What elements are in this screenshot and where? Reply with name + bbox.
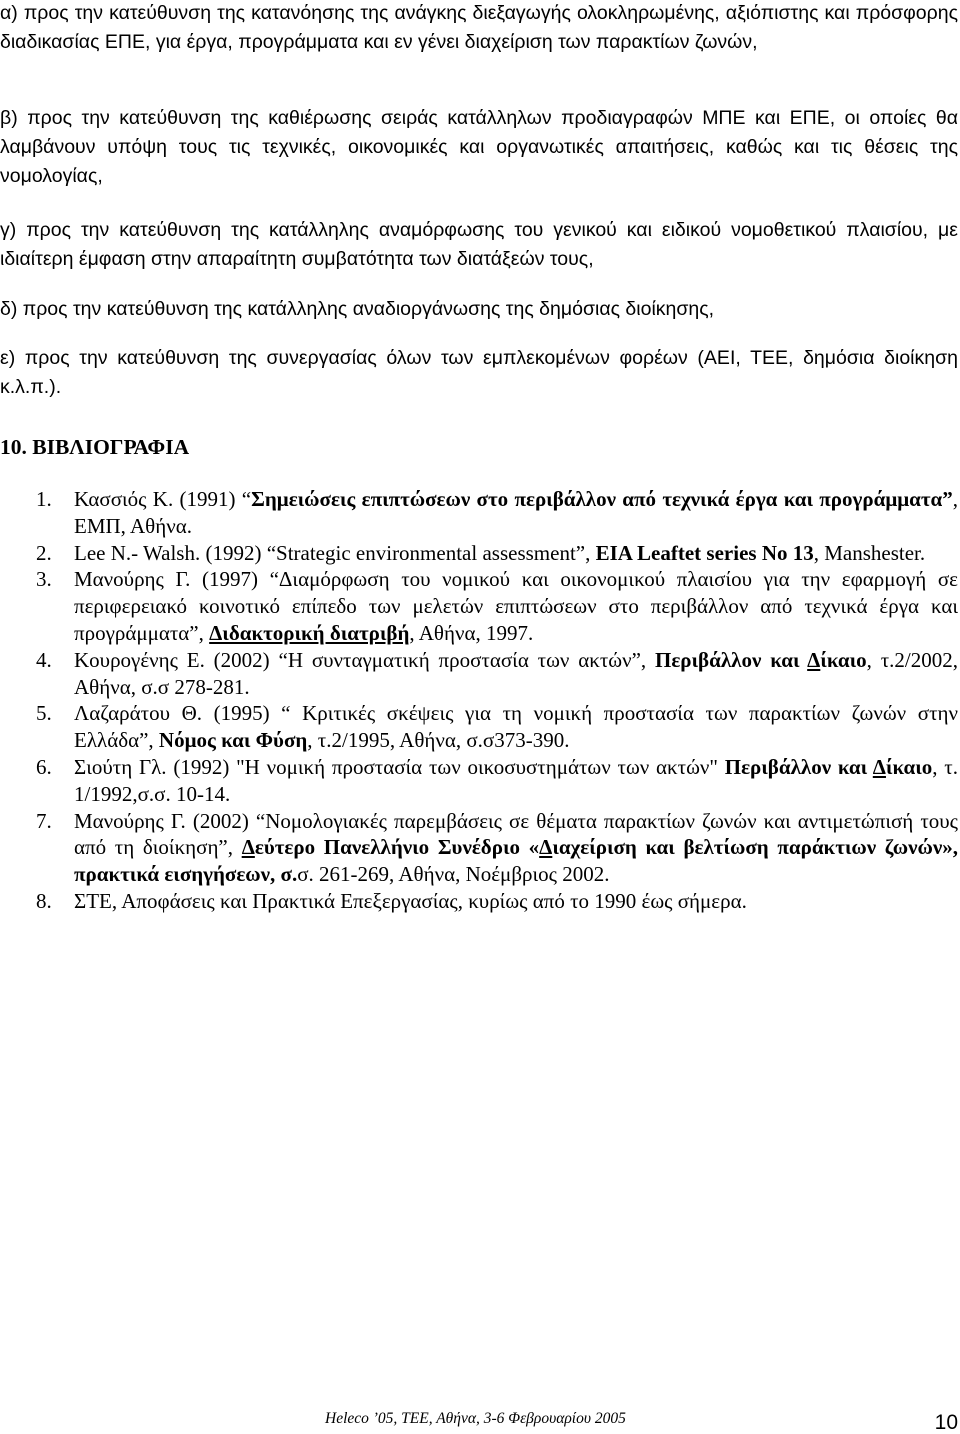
reference-title: Δ xyxy=(539,835,553,860)
section-heading: 10. ΒΙΒΛΙΟΓΡΑΦΙΑ xyxy=(0,435,190,459)
reference-text: Σιούτη Γλ. (1992) "Η νομική προστασία των οικοσυστημάτων των ακτών" xyxy=(74,754,725,779)
reference-text: Κουρογένης Ε. (2002) “Η συνταγματική προστασία των ακτών”, xyxy=(74,647,655,672)
reference-title: Δ xyxy=(807,647,821,672)
reference-number: 2. xyxy=(36,540,52,565)
reference-title: Περιβάλλον και xyxy=(655,647,808,672)
reference-item xyxy=(0,566,958,646)
reference-item xyxy=(0,808,958,888)
reference-number: 6. xyxy=(36,754,52,779)
paragraph-delta: δ) προς την κατεύθυνση της κατάλληλης αναδιοργάνωσης της δημόσιας διοίκησης, xyxy=(0,298,715,320)
reference-text: , τ. 1/1992,σ.σ. 10-14. xyxy=(74,754,958,806)
paragraph-gamma: γ) προς την κατεύθυνση της κατάλληλης αναμόρφωσης του γενικού και ειδικού νομοθετικού πλαισίου, με ιδιαίτερη έμφαση στην απαραίτητη συμβατότητα των διατάξεών τους, xyxy=(0,219,958,270)
reference-number: 7. xyxy=(36,808,52,833)
reference-text: , ΕΜΠ, Αθήνα. xyxy=(74,487,958,538)
reference-title: εύτερο Πανελλήνιο Συνέδριο « xyxy=(254,835,540,860)
reference-title: Δ xyxy=(872,754,886,779)
reference-text: Κασσιός Κ. (1991) “ xyxy=(74,487,252,511)
reference-text: Μανούρης Γ. (2002) “Νομολογιακές παρεμβάσεις σε θέματα παρακτίων ζωνών και αντιμετώπισή τους από τη διοίκηση”, xyxy=(74,808,958,860)
reference-item xyxy=(0,647,958,701)
reference-item xyxy=(0,888,958,915)
paragraph-beta: β) προς την κατεύθυνση της καθιέρωσης σειράς κατάλληλων προδιαγραφών ΜΠΕ και ΕΠΕ, οι οποίες θα λαμβάνουν υπόψη τους τις τεχνικές, οικονομικές και οργανωτικές απαιτήσεις, καθώς και τις θέσεις της νομολογίας, xyxy=(0,107,958,187)
reference-item xyxy=(0,700,958,754)
reference-title: ιαχείριση και βελτίωση παράκτιων ζωνών», πρακτικά εισηγήσεων, σ. xyxy=(74,835,958,887)
reference-title: Σημειώσεις επιπτώσεων στο περιβάλλον από τεχνικά έργα και προγράμματα” xyxy=(251,487,953,511)
reference-title: ίκαιο xyxy=(885,754,933,779)
reference-text: , τ.2/2002, Αθήνα, σ.σ 278-281. xyxy=(74,647,958,699)
reference-item xyxy=(0,540,958,567)
reference-item xyxy=(0,754,958,808)
reference-list xyxy=(0,486,958,915)
reference-number: 5. xyxy=(36,701,52,726)
reference-number: 3. xyxy=(36,567,52,592)
reference-title: ίκαιο xyxy=(820,647,867,672)
reference-title: Διδακτορική διατριβή xyxy=(209,620,410,645)
reference-number: 4. xyxy=(36,647,52,672)
reference-text: Μανούρης Γ. (1997) “Διαμόρφωση του νομικού και οικονομικού πλαισίου για την εφαρμογή σε περιφερειακό κοινοτικό επίπεδο των μελετών επιπτώσεων στο περιβάλλον από τεχνικά έργα και προγράμματα”, xyxy=(74,567,958,645)
reference-title: Δ xyxy=(241,835,255,860)
reference-number: 8. xyxy=(36,888,52,913)
reference-text: σ. 261-269, Αθήνα, Νοέμβριος 2002. xyxy=(297,862,610,887)
reference-text: Lee N.- Walsh. (1992) “Strategic environmental assessment”, xyxy=(74,540,596,565)
paragraph-alpha: α) προς την κατεύθυνση της κατανόησης της ανάγκης διεξαγωγής ολοκληρωμένης, αξιόπιστης και πρόσφορης διαδικασίας ΕΠΕ, για έργα, προγράμματα και εν γένει διαχείριση των παρακτίων ζωνών, xyxy=(0,2,958,53)
reference-item xyxy=(0,486,958,540)
reference-text: , Manshester. xyxy=(813,540,926,565)
reference-title: Νόμος και Φύση xyxy=(158,728,308,753)
reference-text: , Αθήνα, 1997. xyxy=(409,620,534,645)
reference-title: EIA Leaftet series No 13 xyxy=(595,540,814,565)
reference-text: , τ.2/1995, Αθήνα, σ.σ373-390. xyxy=(307,728,570,753)
page-footer: Heleco ’05, ΤΕΕ, Αθήνα, 3-6 Φεβρουαρίου 2005 xyxy=(325,1410,626,1427)
reference-text: Λαζαράτου Θ. (1995) “ Κριτικές σκέψεις για τη νομική προστασία των παρακτίων ζωνών στην Ελλάδα”, xyxy=(74,701,958,753)
reference-number: 1. xyxy=(36,487,52,511)
reference-text: ΣΤΕ, Αποφάσεις και Πρακτικά Επεξεργασίας, κυρίως από το 1990 έως σήμερα. xyxy=(74,888,747,913)
reference-title: Περιβάλλον και xyxy=(724,754,873,779)
paragraph-epsilon: ε) προς την κατεύθυνση της συνεργασίας όλων των εμπλεκομένων φορέων (ΑΕΙ, ΤΕΕ, δημόσια διοίκηση κ.λ.π.). xyxy=(0,347,958,398)
page-number: 10 xyxy=(934,1411,958,1434)
